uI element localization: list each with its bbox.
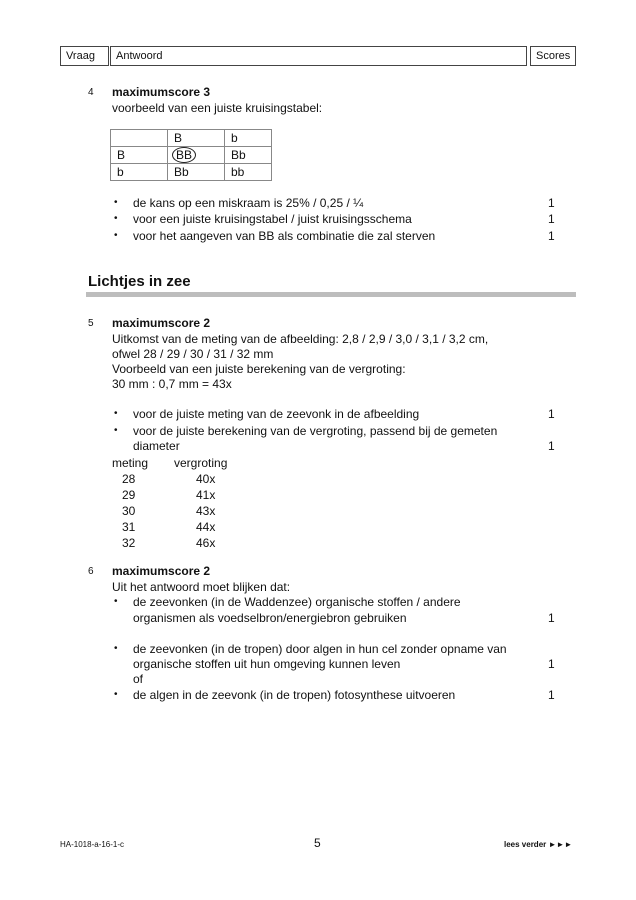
bullet: • <box>114 408 118 419</box>
meting-value: 29 <box>122 488 136 502</box>
crossing-table <box>110 129 272 181</box>
table-cell: bb <box>225 164 272 181</box>
q5-criterion: voor de juiste berekening van de vergroting, passend bij de gemeten <box>133 424 498 438</box>
q6-score: 1 <box>548 688 555 702</box>
q4-maxscore: maximumscore 3 <box>112 85 211 99</box>
table-cell: b <box>225 130 272 147</box>
q4-criterion: de kans op een miskraam is 25% / 0,25 / ¼ <box>133 196 364 210</box>
table-cell: b <box>111 164 168 181</box>
q5-score: 1 <box>548 407 555 421</box>
header-scores: Scores <box>530 46 576 66</box>
q6-score: 1 <box>548 657 555 671</box>
meting-value: 32 <box>122 536 136 550</box>
q6-item: de zeevonken (in de Waddenzee) organische stoffen / andere <box>133 595 461 609</box>
vergroting-value: 41x <box>196 488 216 502</box>
bullet: • <box>114 425 118 436</box>
bullet: • <box>114 689 118 700</box>
bullet: • <box>114 596 118 607</box>
meting-header: meting <box>112 456 149 470</box>
table-cell: Bb <box>225 147 272 164</box>
section-divider <box>86 292 576 297</box>
footer-next: lees verder ►►► <box>504 840 573 849</box>
q6-score: 1 <box>548 611 555 625</box>
q6-maxscore: maximumscore 2 <box>112 564 211 578</box>
header-antwoord: Antwoord <box>110 46 527 66</box>
header-vraag: Vraag <box>60 46 109 66</box>
vergroting-value: 43x <box>196 504 216 518</box>
table-cell: B <box>168 130 225 147</box>
meting-value: 31 <box>122 520 136 534</box>
vergroting-value: 40x <box>196 472 216 486</box>
vergroting-header: vergroting <box>174 456 228 470</box>
q6-number: 6 <box>88 566 94 577</box>
q5-score: 1 <box>548 439 555 453</box>
q5-criterion-cont: diameter <box>133 439 180 453</box>
q6-or: of <box>133 672 144 686</box>
table-cell-circled <box>168 147 225 164</box>
circled-bb: BB <box>172 147 196 163</box>
page-number: 5 <box>314 836 321 850</box>
vergroting-value: 44x <box>196 520 216 534</box>
meting-value: 28 <box>122 472 136 486</box>
meting-value: 30 <box>122 504 136 518</box>
bullet: • <box>114 643 118 654</box>
q4-score: 1 <box>548 212 555 226</box>
q6-item-cont: organismen als voedselbron/energiebron gebruiken <box>133 611 407 625</box>
q4-number: 4 <box>88 87 94 98</box>
bullet: • <box>114 213 118 224</box>
q6-item-cont: organische stoffen uit hun omgeving kunnen leven <box>133 657 401 671</box>
section-title: Lichtjes in zee <box>88 273 191 290</box>
q4-score: 1 <box>548 229 555 243</box>
q4-criterion: voor een juiste kruisingstabel / juist kruisingsschema <box>133 212 412 226</box>
q5-line: Uitkomst van de meting van de afbeelding: 2,8 / 2,9 / 3,0 / 3,1 / 3,2 cm, <box>112 332 489 346</box>
table-cell: B <box>111 147 168 164</box>
q5-number: 5 <box>88 318 94 329</box>
q5-maxscore: maximumscore 2 <box>112 316 211 330</box>
footer-code: HA-1018-a-16-1-c <box>60 840 125 849</box>
q4-criterion: voor het aangeven van BB als combinatie die zal sterven <box>133 229 436 243</box>
q5-line: 30 mm : 0,7 mm = 43x <box>112 377 232 391</box>
table-cell: Bb <box>168 164 225 181</box>
vergroting-value: 46x <box>196 536 216 550</box>
q6-item: de zeevonken (in de tropen) door algen in hun cel zonder opname van <box>133 642 507 656</box>
q5-line: Voorbeeld van een juiste berekening van de vergroting: <box>112 362 406 376</box>
table-cell <box>111 130 168 147</box>
q4-intro: voorbeeld van een juiste kruisingstabel: <box>112 101 323 115</box>
bullet: • <box>114 197 118 208</box>
q6-item: de algen in de zeevonk (in de tropen) fotosynthese uitvoeren <box>133 688 456 702</box>
q5-criterion: voor de juiste meting van de zeevonk in de afbeelding <box>133 407 420 421</box>
q5-line: ofwel 28 / 29 / 30 / 31 / 32 mm <box>112 347 274 361</box>
q6-intro: Uit het antwoord moet blijken dat: <box>112 580 291 594</box>
bullet: • <box>114 230 118 241</box>
q4-score: 1 <box>548 196 555 210</box>
